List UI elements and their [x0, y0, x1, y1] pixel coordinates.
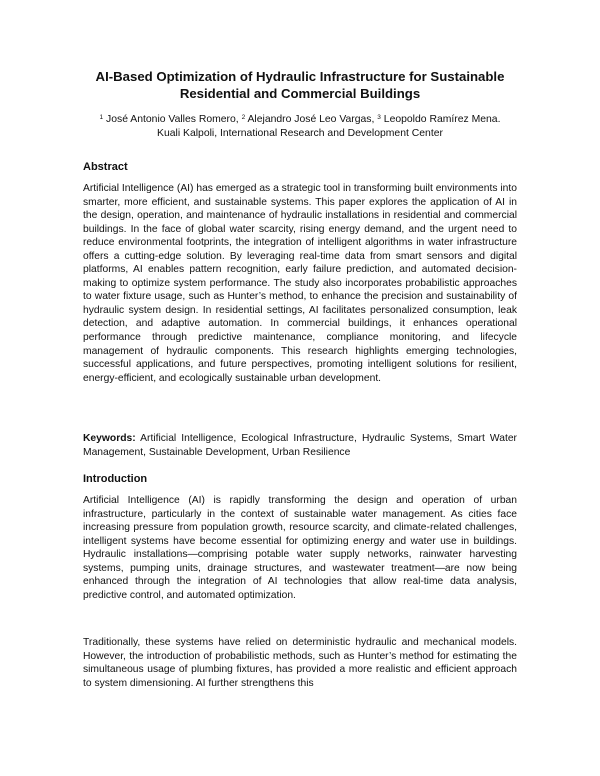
- abstract-heading: Abstract: [83, 161, 128, 173]
- author-3-name: Leopoldo Ramírez Mena.: [380, 114, 501, 125]
- author-block: [60, 111, 540, 141]
- author-2-name: Alejandro José Leo Vargas,: [245, 114, 378, 125]
- author-1-name: José Antonio Valles Romero,: [103, 114, 242, 125]
- abstract-text: Artificial Intelligence (AI) has emerged as a strategic tool in transforming built environments into smarter, more efficient, and sustainable systems. This paper explores the application of AI in the design, operation, and maintenance of hydraulic installations in residential and commercial buildings. In the face of global water scarcity, rising energy demand, and the urgent need to reduce environmental footprints, the integration of intelligent algorithms in water infrastructure offers a cutting-edge solution. By leveraging real-time data from smart sensors and digital platforms, AI enables pattern recognition, early failure prediction, and automated decision-making to optimize system performance. The study also incorporates probabilistic approaches to water fixture usage, such as Hunter’s method, to enhance the precision and sustainability of hydraulic system design. In residential settings, AI facilitates personalized consumption, leak detection, and adaptive automation. In commercial buildings, it enhances operational performance through predictive maintenance, compliance monitoring, and lifecycle management of hydraulic components. This research highlights emerging technologies, successful applications, and future perspectives, promoting intelligent solutions for resilient, energy-efficient, and ecologically sustainable urban development.: [83, 183, 517, 384]
- keywords-label: Keywords:: [83, 433, 136, 444]
- author-1-mark: 1: [99, 114, 104, 121]
- paper-title: AI-Based Optimization of Hydraulic Infrastructure for Sustainable Residential and Commercial Buildings: [95, 69, 505, 101]
- introduction-paragraph-2: Traditionally, these systems have relied on deterministic hydraulic and mechanical models. However, the introduction of probabilistic methods, such as Hunter’s method for estimating the simultaneous usage of plumbing fixtures, has provided a more realistic and efficient approach to system dimensioning. AI further strengthens this: [83, 637, 517, 689]
- author-2-mark: 2: [241, 114, 246, 121]
- keywords-text: Artificial Intelligence, Ecological Infrastructure, Hydraulic Systems, Smart Water Management, Sustainable Development, Urban Resilience: [83, 433, 517, 458]
- author-list: [60, 111, 540, 127]
- affiliation: Kuali Kalpoli, International Research and Development Center: [157, 128, 443, 139]
- author-3-mark: 3: [377, 114, 381, 121]
- keywords-paragraph: [83, 432, 517, 459]
- introduction-paragraph-1: Artificial Intelligence (AI) is rapidly transforming the design and operation of urban infrastructure, particularly in the context of sustainable water management. As cities face increasing pressure from population growth, resource scarcity, and climate-related challenges, intelligent systems have become essential for optimizing energy and water use in buildings. Hydraulic installations—comprising potable water supply networks, rainwater harvesting systems, pumping units, drainage structures, and wastewater treatment—are now being enhanced through the integration of AI technologies that allow real-time data analysis, predictive control, and automated optimization.: [83, 495, 517, 601]
- introduction-heading: Introduction: [83, 473, 148, 485]
